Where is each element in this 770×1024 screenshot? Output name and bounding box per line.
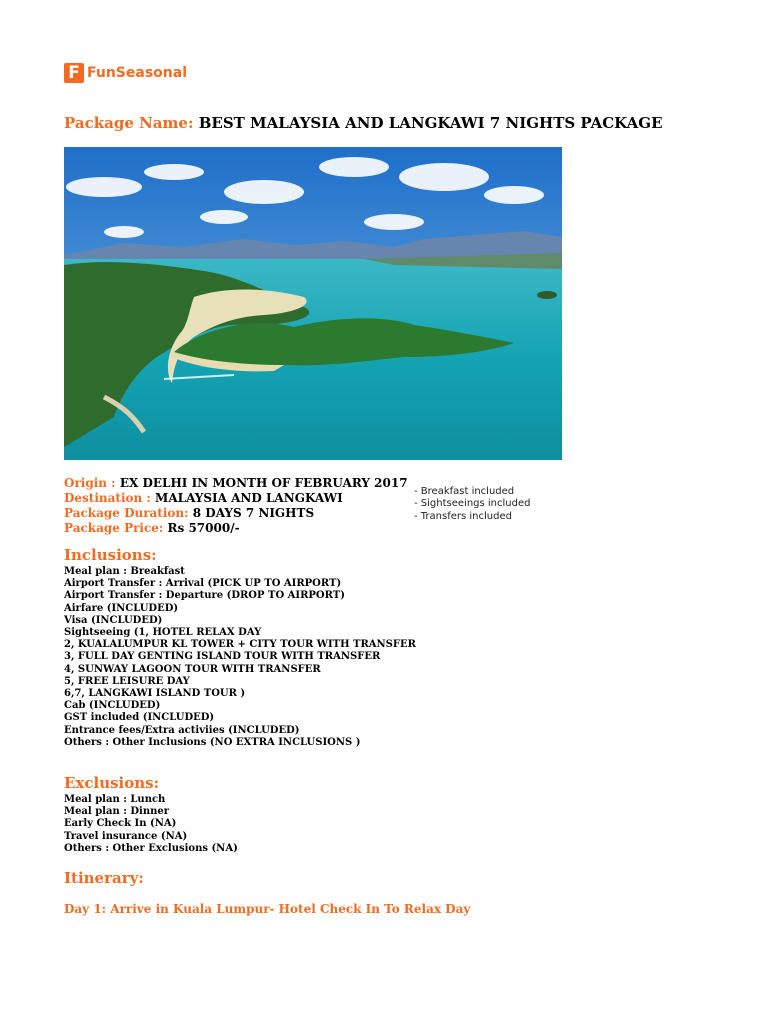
origin-row: [64, 476, 408, 491]
inclusions-list: [64, 566, 416, 749]
feature-item: - Transfers included: [414, 510, 512, 522]
list-item: Sightseeing (1, HOTEL RELAX DAY: [64, 627, 262, 639]
price-label: Package Price:: [64, 521, 164, 535]
itinerary-day-1: Day 1: Arrive in Kuala Lumpur- Hotel Check In To Relax Day: [64, 902, 471, 916]
list-item: Airport Transfer : Departure (DROP TO AIRPORT): [64, 590, 345, 602]
list-item: 5, FREE LEISURE DAY: [64, 675, 190, 687]
feature-item: - Sightseeings included: [414, 498, 531, 510]
origin-value: EX DELHI IN MONTH OF FEBRUARY 2017: [119, 476, 408, 490]
list-item: 3, FULL DAY GENTING ISLAND TOUR WITH TRANSFER: [64, 651, 381, 663]
duration-row: [64, 506, 408, 521]
package-name-label: Package Name:: [64, 114, 194, 132]
list-item: Entrance fees/Extra activiies (INCLUDED): [64, 724, 300, 736]
exclusions-heading: Exclusions:: [64, 774, 160, 792]
brand-logo-mark: F: [64, 63, 84, 83]
list-item: 2, KUALALUMPUR KL TOWER + CITY TOUR WITH TRANSFER: [64, 639, 416, 651]
itinerary-heading: Itinerary:: [64, 869, 144, 887]
list-item: Meal plan : Dinner: [64, 806, 170, 818]
list-item: Visa (INCLUDED): [64, 614, 163, 626]
hero-image: [64, 147, 562, 460]
duration-value: 8 DAYS 7 NIGHTS: [192, 506, 315, 520]
brand-logo: [64, 63, 187, 83]
package-title: [64, 114, 663, 132]
price-row: [64, 521, 408, 536]
list-item: Meal plan : Breakfast: [64, 566, 185, 577]
list-item: Travel insurance (NA): [64, 830, 188, 842]
package-details: [64, 476, 408, 536]
destination-value: MALAYSIA AND LANGKAWI: [155, 491, 343, 505]
list-item: Airfare (INCLUDED): [64, 602, 179, 614]
list-item: 6,7, LANGKAWI ISLAND TOUR ): [64, 688, 246, 700]
destination-label: Destination :: [64, 491, 151, 505]
list-item: 4, SUNWAY LAGOON TOUR WITH TRANSFER: [64, 663, 321, 675]
island-photo: [64, 147, 562, 460]
list-item: GST included (INCLUDED): [64, 712, 215, 724]
exclusions-list: [64, 794, 238, 855]
list-item: Others : Other Exclusions (NA): [64, 842, 238, 854]
list-item: Others : Other Inclusions (NO EXTRA INCLUSIONS ): [64, 736, 361, 748]
list-item: Cab (INCLUDED): [64, 700, 161, 712]
feature-list: [414, 486, 530, 523]
brand-name: FunSeasonal: [87, 65, 187, 81]
list-item: Early Check In (NA): [64, 818, 177, 830]
origin-label: Origin :: [64, 476, 116, 490]
destination-row: [64, 491, 408, 506]
list-item: Airport Transfer : Arrival (PICK UP TO AIRPORT): [64, 578, 342, 590]
duration-label: Package Duration:: [64, 506, 189, 520]
price-value: Rs 57000/-: [167, 521, 240, 535]
feature-item: - Breakfast included: [414, 486, 515, 497]
inclusions-heading: Inclusions:: [64, 546, 157, 564]
list-item: Meal plan : Lunch: [64, 794, 166, 805]
package-name: BEST MALAYSIA AND LANGKAWI 7 NIGHTS PACKAGE: [198, 114, 663, 132]
